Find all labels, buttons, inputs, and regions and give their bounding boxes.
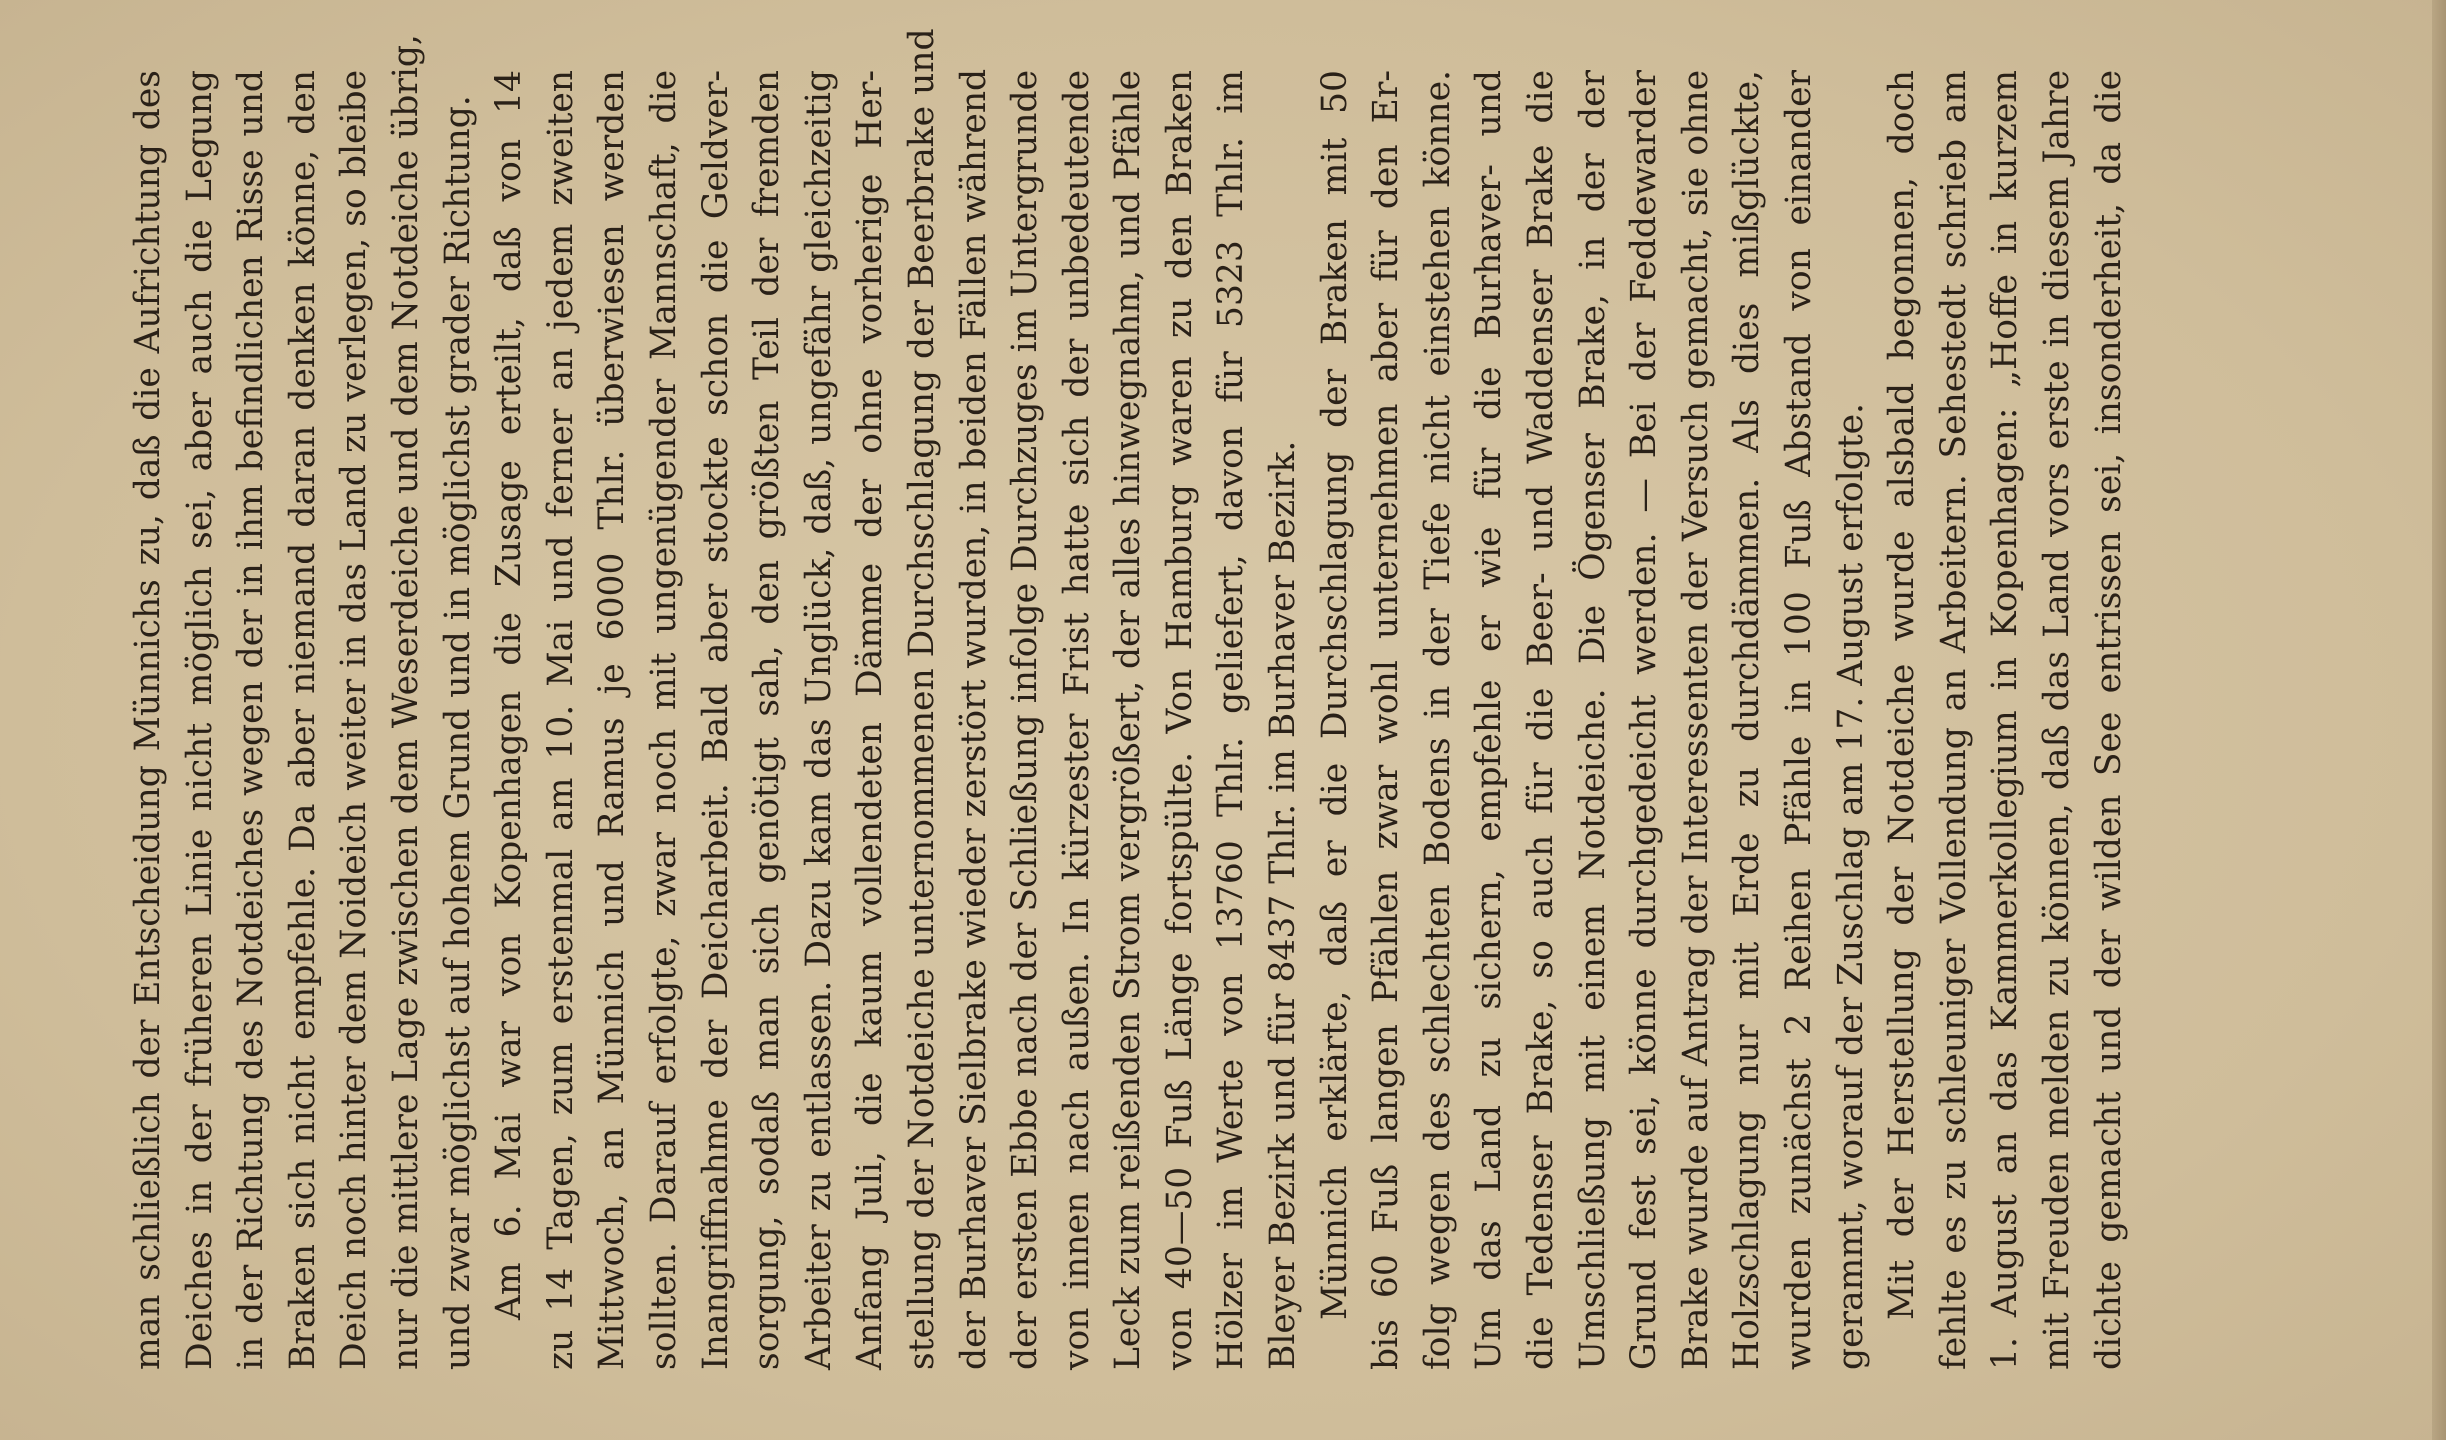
text-line: wurden zunächst 2 Reihen Pfähle in 100 Fuß Abstand von einander	[1779, 70, 1819, 1370]
text-line: mit Freuden melden zu können, daß das Land vors erste in diesem Jahre	[2036, 70, 2077, 1370]
text-line: dichte gemacht und der wilden See entrissen sei, insonderheit, da die	[2088, 70, 2129, 1370]
text-line: Brake wurde auf Antrag der Interessenten der Versuch gemacht, sie ohne	[1675, 70, 1716, 1370]
text-line: der ersten Ebbe nach der Schließung infolge Durchzuges im Untergrunde	[1005, 70, 1046, 1370]
text-line: die Tedenser Brake, so auch für die Beer- und Waddenser Brake die	[1521, 70, 1562, 1370]
text-line: Leck zum reißenden Strom vergrößert, der alles hinwegnahm, und Pfähle	[1108, 70, 1149, 1370]
text-line: sollten. Darauf erfolgte, zwar noch mit ungenügender Mannschaft, die	[643, 70, 684, 1370]
rotated-page-content	[128, 28, 2263, 1370]
page-number-header	[0, 70, 3, 1370]
text-line: Inangriffnahme der Deicharbeit. Bald aber stockte schon die Geldver-	[695, 70, 736, 1370]
text-line: fehlte es zu schleuniger Vollendung an Arbeitern. Sehestedt schrieb am	[1933, 70, 1974, 1370]
text-line: von innen nach außen. In kürzester Frist hatte sich der unbedeutende	[1056, 70, 1097, 1370]
text-line: 1. August an das Kammerkollegium in Kopenhagen: „Hoffe in kurzem	[1985, 70, 2026, 1370]
text-line: folg wegen des schlechten Bodens in der Tiefe nicht einstehen könne.	[1417, 70, 1458, 1370]
page-text-body	[123, 28, 2135, 1370]
text-line: Braken sich nicht empfehle. Da aber niemand daran denken könne, den	[282, 70, 323, 1370]
text-line: in der Richtung des Notdeiches wegen der in ihm befindlichen Risse und	[231, 70, 272, 1370]
text-line: Mittwoch, an Münnich und Ramus je 6000 Thlr. überwiesen werden	[592, 70, 633, 1370]
text-line: zu 14 Tagen, zum erstenmal am 10. Mai und ferner an jedem zweiten	[540, 70, 581, 1370]
text-line: nur die mittlere Lage zwischen dem Weserdeiche und dem Notdeiche übrig,	[385, 34, 426, 1370]
text-line: Am 6. Mai war von Kopenhagen die Zusage erteilt, daß von 14	[489, 70, 530, 1320]
text-line: Umschließung mit einem Notdeiche. Die Ögenser Brake, in der der	[1572, 70, 1613, 1370]
text-line: gerammt, worauf der Zuschlag am 17. August erfolgte.	[1830, 402, 1871, 1370]
text-line: Holzschlagung nur mit Erde zu durchdämmen. Als dies mißglückte,	[1727, 70, 1768, 1370]
text-line: der Burhaver Sielbrake wieder zerstört wurden, in beiden Fällen während	[953, 68, 994, 1370]
book-spine-edge	[2432, 0, 2446, 1440]
text-line: Arbeiter zu entlassen. Dazu kam das Unglück, daß, ungefähr gleichzeitig	[798, 70, 839, 1370]
text-line: Um das Land zu sichern, empfehle er wie für die Burhaver- und	[1469, 70, 1510, 1370]
text-line: Mit der Herstellung der Notdeiche wurde alsbald begonnen, doch	[1882, 70, 1923, 1320]
text-line: Deiches in der früheren Linie nicht möglich sei, aber auch die Legung	[179, 70, 220, 1370]
text-line: von 40—50 Fuß Länge fortspülte. Von Hamburg waren zu den Braken	[1159, 70, 1200, 1370]
text-line: Münnich erklärte, daß er die Durchschlagung der Braken mit 50	[1314, 70, 1355, 1320]
text-line: man schließlich der Entscheidung Münnichs zu, daß die Aufrichtung des	[128, 70, 168, 1370]
text-line: Deich noch hinter dem Noideich weiter in das Land zu verlegen, so bleibe	[334, 70, 375, 1370]
text-line: bis 60 Fuß langen Pfählen zwar wohl unternehmen aber für den Er-	[1366, 70, 1407, 1370]
text-line: und zwar möglichst auf hohem Grund und in möglichst grader Richtung.	[437, 95, 478, 1370]
text-line: sorgung, sodaß man sich genötigt sah, den größten Teil der fremden	[747, 70, 788, 1370]
text-line: Grund fest sei, könne durchgedeicht werden. — Bei der Feddewarder	[1624, 70, 1665, 1370]
text-line: Anfang Juli, die kaum vollendeten Dämme der ohne vorherige Her-	[850, 70, 891, 1370]
text-line: Bleyer Bezirk und für 8437 Thlr. im Burhaver Bezirk.	[1263, 440, 1304, 1370]
text-line: stellung der Notdeiche unternommenen Durchschlagung der Beerbrake und	[901, 28, 942, 1370]
text-line: Hölzer im Werte von 13760 Thlr. geliefert, davon für 5323 Thlr. im	[1211, 70, 1252, 1370]
